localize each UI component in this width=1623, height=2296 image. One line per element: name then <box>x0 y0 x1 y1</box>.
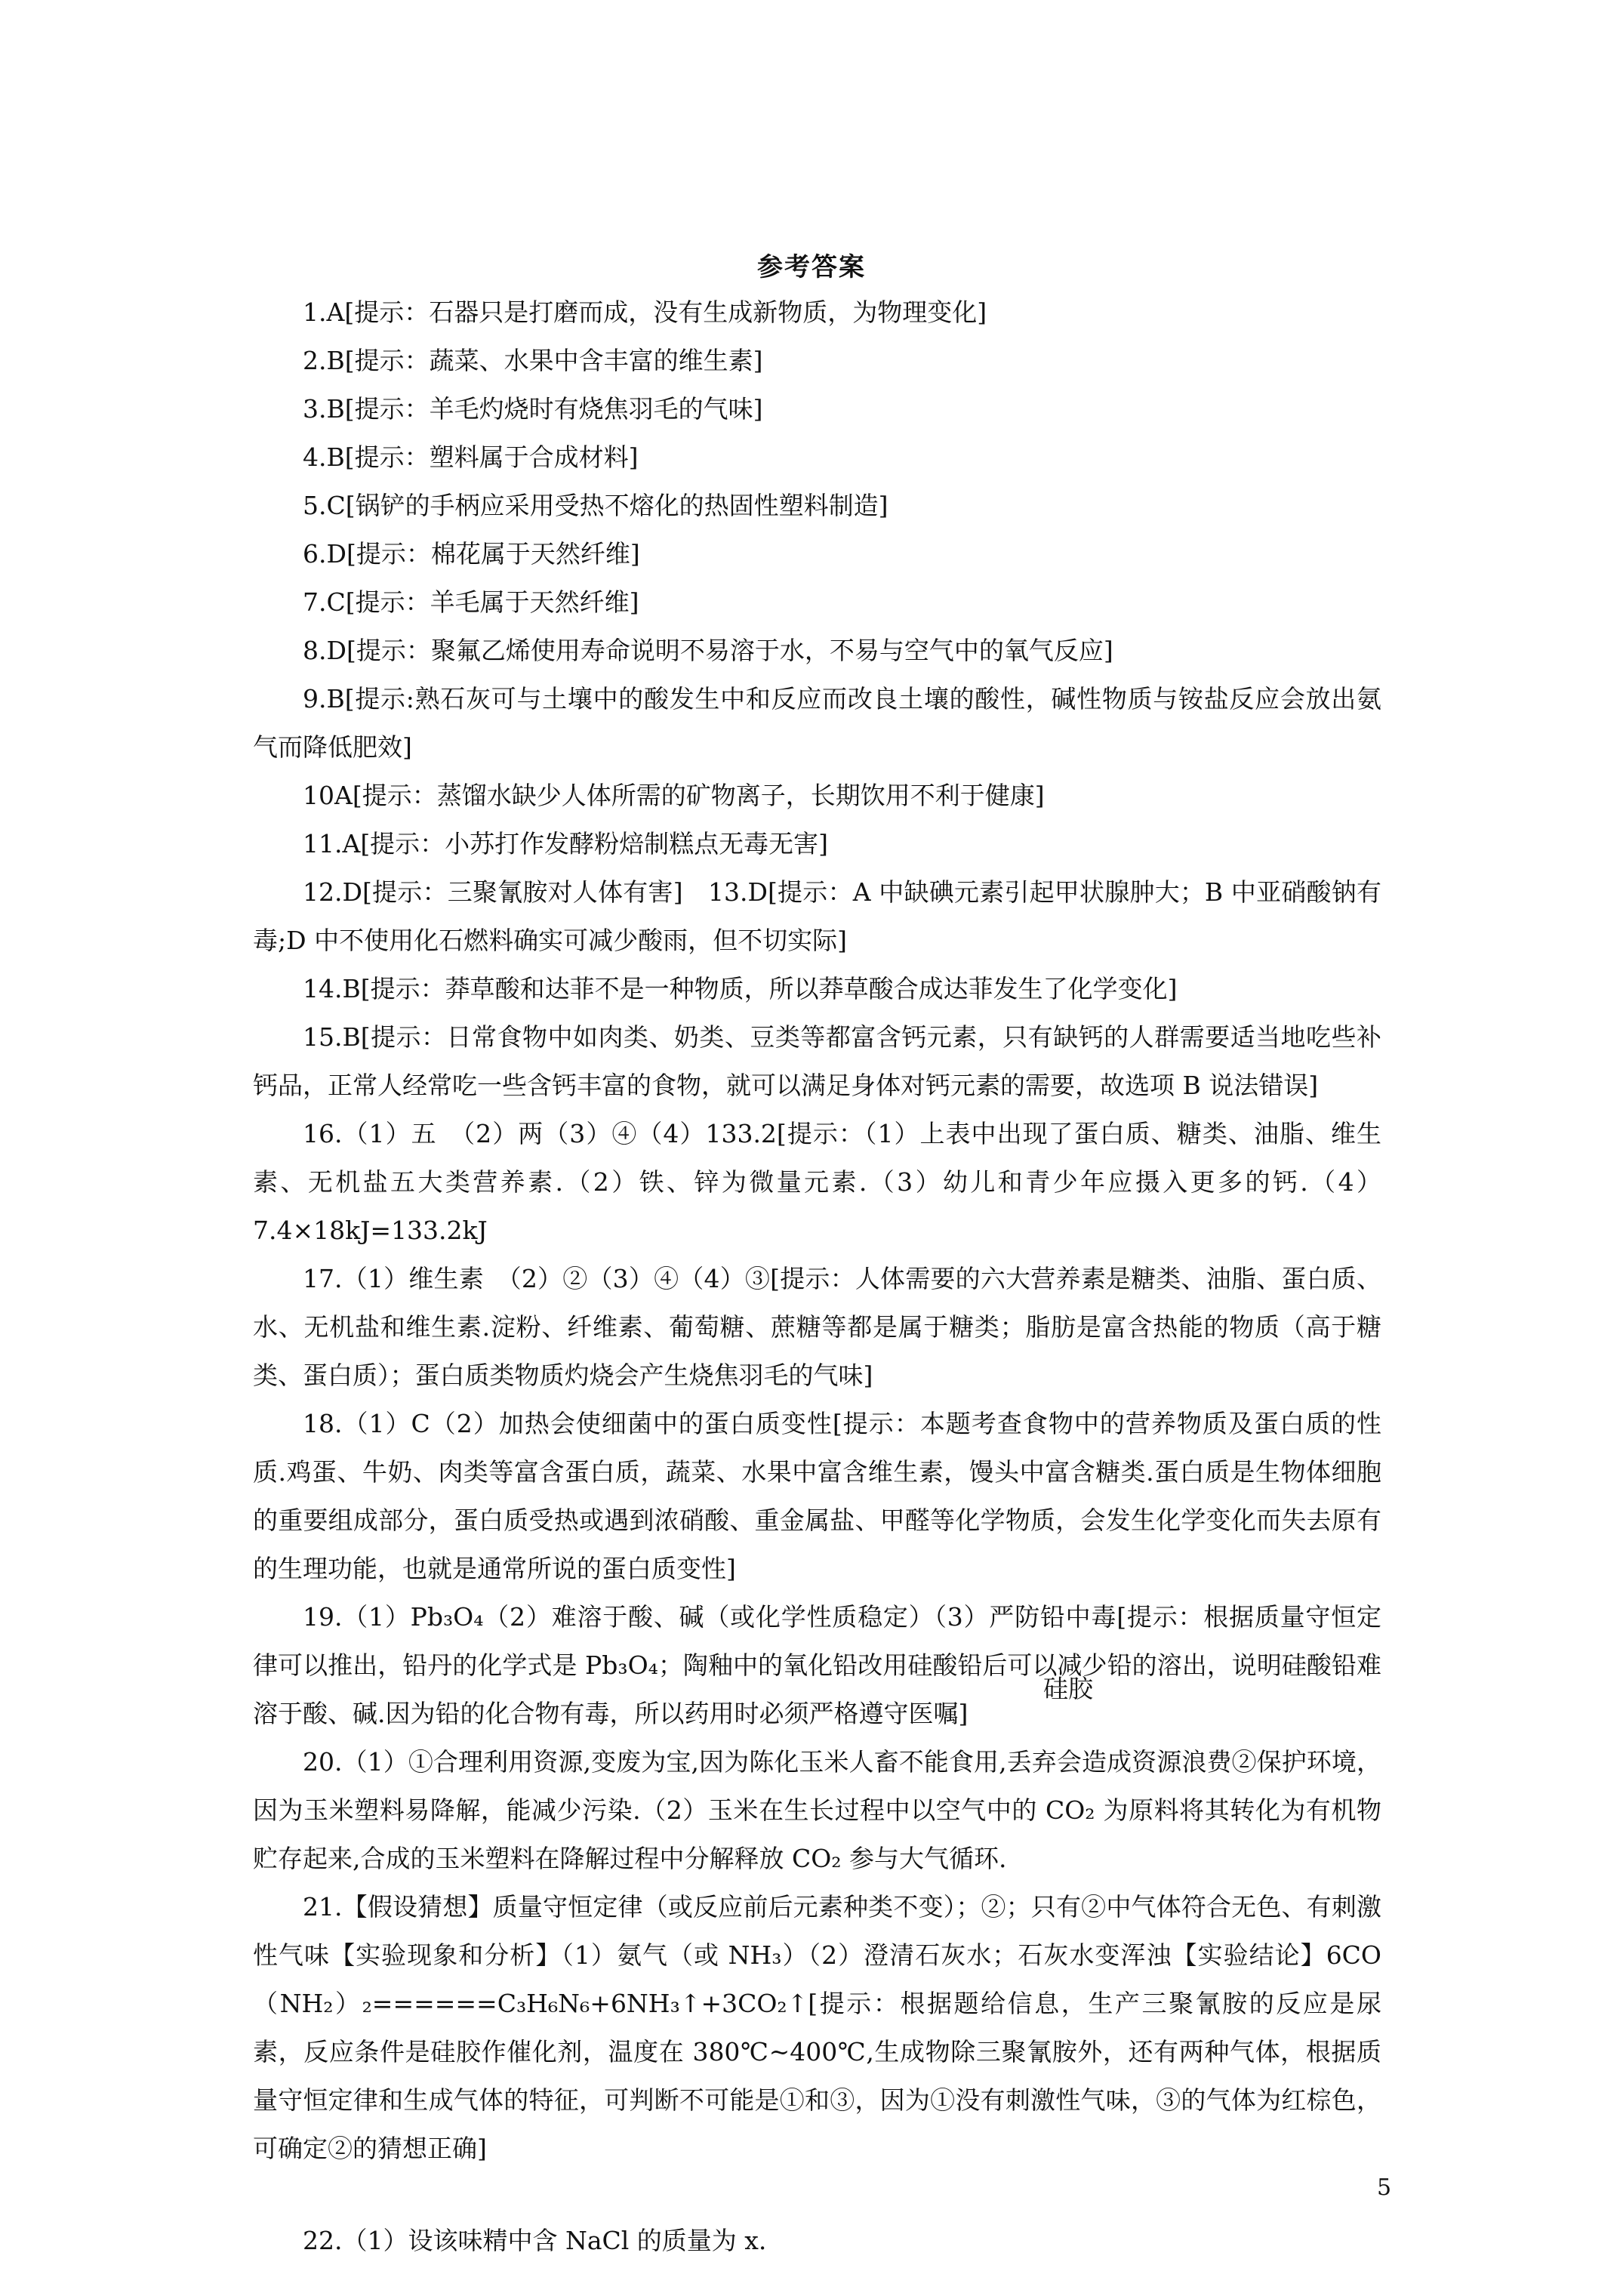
answer-item-6: 6.D[提示：棉花属于天然纤维] <box>303 539 640 569</box>
page-title: 参考答案 <box>757 252 866 282</box>
answer-item-8: 8.D[提示：聚氟乙烯使用寿命说明不易溶于水，不易与空气中的氧气反应] <box>303 636 1113 665</box>
page-number: 5 <box>1377 2174 1392 2201</box>
catalyst-label: 硅胶 <box>1043 1674 1093 1703</box>
answer-item-15: 15.B[提示：日常食物中如肉类、奶类、豆类等都富含钙元素，只有缺钙的人群需要适当地吃些补钙品，正常人经常吃一些含钙丰富的食物，就可以满足身体对钙元素的需要，故选项 B 说法错误] <box>253 1022 1381 1100</box>
answer-item-14: 14.B[提示：莽草酸和达菲不是一种物质，所以莽草酸合成达菲发生了化学变化] <box>303 974 1178 1003</box>
answer-list <box>253 288 1381 2265</box>
answer-item-16: 16.（1）五 （2）两（3）④（4）133.2[提示：（1）上表中出现了蛋白质、糖类、油脂、维生素、无机盐五大类营养素.（2）铁、锌为微量元素.（3）幼儿和青少年应摄入更多的钙.（4）7.4×18kJ=133.2kJ <box>253 1119 1381 1245</box>
answer-item-20: 20.（1）①合理利用资源,变废为宝,因为陈化玉米人畜不能食用,丢弃会造成资源浪费②保护环境，因为玉米塑料易降解，能减少污染.（2）玉米在生长过程中以空气中的 CO₂ 为原料将其转化为有机物贮存起来,合成的玉米塑料在降解过程中分解释放 CO₂ 参与大气循环. <box>253 1747 1381 1873</box>
answer-item-4: 4.B[提示：塑料属于合成材料] <box>303 442 639 472</box>
answer-item-21: 21.【假设猜想】质量守恒定律（或反应前后元素种类不变）；②；只有②中气体符合无色、有刺激性气味【实验现象和分析】（1）氨气（或 NH₃）（2）澄清石灰水；石灰水变浑浊【实验结论】6CO（NH₂）₂======C₃H₆N₆+6NH₃↑+3CO₂↑[提示：根据题给信息，生产三聚氰胺的反应是尿素，反应条件是硅胶作催化剂，温度在 380℃~400℃,生成物除三聚氰胺外，还有两种气体，根据质量守恒定律和生成气体的特征，可判断不可能是①和③，因为①没有刺激性气味，③的气体为红棕色，可确定②的猜想正确] <box>253 1892 1381 2163</box>
answer-item-3: 3.B[提示：羊毛灼烧时有烧焦羽毛的气味] <box>303 394 763 424</box>
answer-item-22: 22.（1）设该味精中含 NaCl 的质量为 x. <box>303 2226 767 2255</box>
answer-item-10: 10A[提示：蒸馏水缺少人体所需的矿物离子，长期饮用不利于健康] <box>303 781 1045 810</box>
answer-item-11: 11.A[提示：小苏打作发酵粉焙制糕点无毒无害] <box>303 829 829 858</box>
answer-item-1: 1.A[提示：石器只是打磨而成，没有生成新物质，为物理变化] <box>303 297 987 327</box>
answer-item-17: 17.（1）维生素 （2）②（3）④（4）③[提示：人体需要的六大营养素是糖类、油脂、蛋白质、水、无机盐和维生素.淀粉、纤维素、葡萄糖、蔗糖等都是属于糖类；脂肪是富含热能的物质（高于糖类、蛋白质）；蛋白质类物质灼烧会产生烧焦羽毛的气味] <box>253 1264 1381 1390</box>
answer-item-2: 2.B[提示：蔬菜、水果中含丰富的维生素] <box>303 346 763 375</box>
answer-item-18: 18.（1）C（2）加热会使细菌中的蛋白质变性[提示：本题考查食物中的营养物质及蛋白质的性质.鸡蛋、牛奶、肉类等富含蛋白质，蔬菜、水果中富含维生素，馒头中富含糖类.蛋白质是生物体细胞的重要组成部分，蛋白质受热或遇到浓硝酸、重金属盐、甲醛等化学物质，会发生化学变化而失去原有的生理功能，也就是通常所说的蛋白质变性] <box>253 1409 1381 1583</box>
answer-item-9: 9.B[提示:熟石灰可与土壤中的酸发生中和反应而改良土壤的酸性，碱性物质与铵盐反应会放出氨气而降低肥效] <box>253 684 1381 762</box>
answer-item-19: 19.（1）Pb₃O₄（2）难溶于酸、碱（或化学性质稳定）（3）严防铅中毒[提示：根据质量守恒定律可以推出，铅丹的化学式是 Pb₃O₄；陶釉中的氧化铅改用硅酸铅后可以减少铅的溶出，说明硅酸铅难溶于酸、碱.因为铅的化合物有毒，所以药用时必须严格遵守医嘱] <box>253 1602 1381 1728</box>
answer-item-12-13: 12.D[提示：三聚氰胺对人体有害] 13.D[提示：A 中缺碘元素引起甲状腺肿大；B 中亚硝酸钠有毒;D 中不使用化石燃料确实可减少酸雨，但不切实际] <box>253 877 1381 955</box>
answer-item-5: 5.C[锅铲的手柄应采用受热不熔化的热固性塑料制造] <box>303 491 888 520</box>
answer-item-7: 7.C[提示：羊毛属于天然纤维] <box>303 587 639 617</box>
